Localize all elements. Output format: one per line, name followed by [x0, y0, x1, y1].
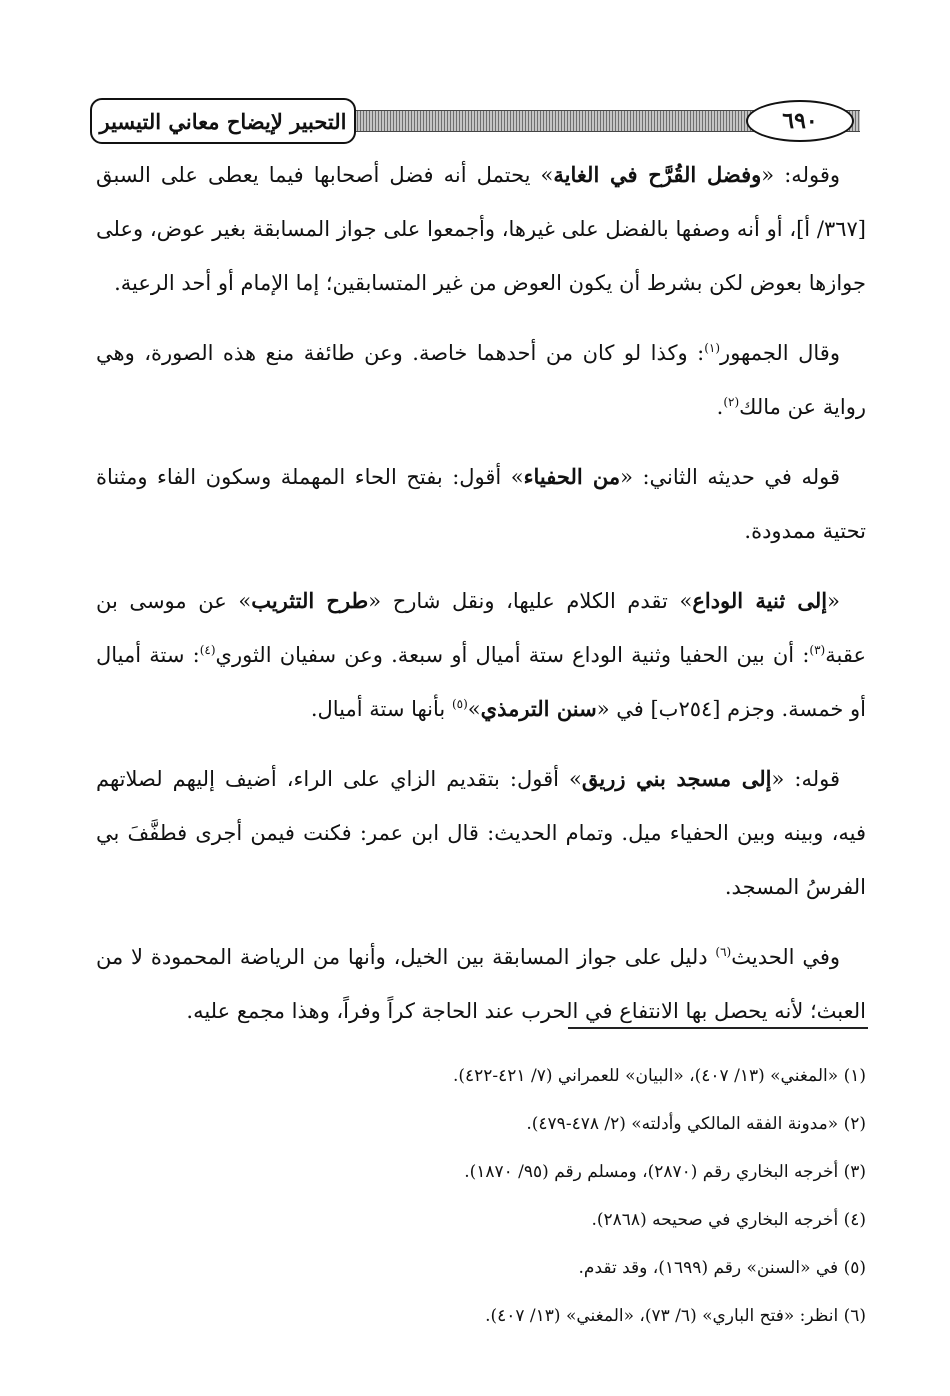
footnote-3: (٣) أخرجه البخاري رقم (٢٨٧٠)، ومسلم رقم (٩٥/ ١٨٧٠). [464, 1162, 866, 1182]
book-name: طرح التثريب [251, 588, 369, 613]
text: » يحتمل أنه فضل أصحابها فيما يعطى على السبق [٣٦٧/ أ]، أو أنه وصفها بالفضل على غيرها، وأجمعوا على جواز المسابقة بغير عوض، وعلى جوازها بعوض لكن بشرط أن يكون العوض من غير المتسابقين؛ إما الإمام أو أحد الرعية. [96, 163, 866, 295]
text: : أن بين الحفيا وثنية الوداع ستة أميال أو سبعة. وعن سفيان الثوري [215, 643, 810, 667]
footnote-1: (١) «المغني» (١٣/ ٤٠٧)، «البيان» للعمراني (٧/ ٤٢١-٤٢٢). [452, 1066, 866, 1086]
footnote-4: (٤) أخرجه البخاري في صحيحه (٢٨٦٨). [591, 1210, 866, 1230]
text: » أقول: بفتح الحاء المهملة وسكون الفاء ومثناة تحتية ممدودة. [96, 465, 866, 543]
quoted-phrase: إلى مسجد بني زريق [581, 766, 772, 791]
main-text [96, 148, 866, 1038]
text: » أقول: بتقديم الزاي على الراء، أضيف إليهم لصلاتهم فيه، وبينه وبين الحفياء ميل. وتمام الحديث: قال ابن عمر: فكنت فيمن أجرى فطفَّفَ بي الفرسُ المسجد. [96, 767, 866, 899]
footnotes [96, 1052, 866, 1340]
footnote-ref-4: (٤) [199, 643, 216, 657]
text: وفي الحديث [731, 945, 840, 969]
text: « [827, 589, 840, 613]
footnote-2: (٢) «مدونة الفقه المالكي وأدلته» (٢/ ٤٧٨-٤٧٩). [526, 1114, 866, 1134]
text: : وكذا لو كان من أحدهما خاصة. وعن طائفة منع هذه الصورة، وهي رواية عن مالك [96, 341, 866, 419]
paragraph-6 [96, 930, 866, 1038]
quoted-phrase: وفضل القُرَّح في الغاية [553, 162, 762, 187]
paragraph-5 [96, 752, 866, 914]
paragraph-2 [96, 326, 866, 434]
footnote-ref-2: (٢) [723, 395, 740, 409]
page-number: ٦٩٠ [746, 100, 854, 142]
paragraph-4 [96, 574, 866, 736]
text: » عن موسى بن عقبة [96, 589, 866, 667]
footnote-ref-6: (٦) [715, 945, 732, 959]
footnote-ref-5: (٥) [451, 697, 468, 711]
footnote-separator [568, 1027, 868, 1029]
text: : ستة أميال أو خمسة. وجزم [٢٥٤ب] في « [96, 643, 866, 721]
page-header [90, 98, 860, 144]
footnote-5: (٥) في «السنن» رقم (١٦٩٩)، وقد تقدم. [578, 1258, 866, 1278]
text: بأنها ستة أميال. [310, 697, 452, 721]
text: . [716, 395, 724, 419]
text: » تقدم الكلام عليها، ونقل شارح « [368, 589, 693, 613]
book-name: سنن الترمذي [480, 696, 597, 721]
book-title: التحبير لإيضاح معاني التيسير [90, 98, 356, 144]
quoted-phrase: إلى ثنية الوداع [692, 588, 828, 613]
paragraph-3 [96, 450, 866, 558]
text: » [467, 697, 481, 721]
text: قوله: « [771, 767, 840, 791]
text: وقوله: « [761, 163, 840, 187]
footnote-ref-3: (٣) [809, 643, 826, 657]
paragraph-1 [96, 148, 866, 310]
footnote-ref-1: (١) [704, 341, 721, 355]
text: دليل على جواز المسابقة بين الخيل، وأنها من الرياضة المحمودة لا من العبث؛ لأنه يحصل بها الانتفاع في الحرب عند الحاجة كراً وفراً، وهذا مجمع عليه. [96, 945, 866, 1023]
text: وقال الجمهور [720, 341, 840, 365]
text: قوله في حديثه الثاني: « [620, 465, 840, 489]
footnote-6: (٦) انظر: «فتح الباري» (٦/ ٧٣)، «المغني» (١٣/ ٤٠٧). [485, 1306, 866, 1326]
quoted-phrase: من الحفياء [523, 464, 621, 489]
